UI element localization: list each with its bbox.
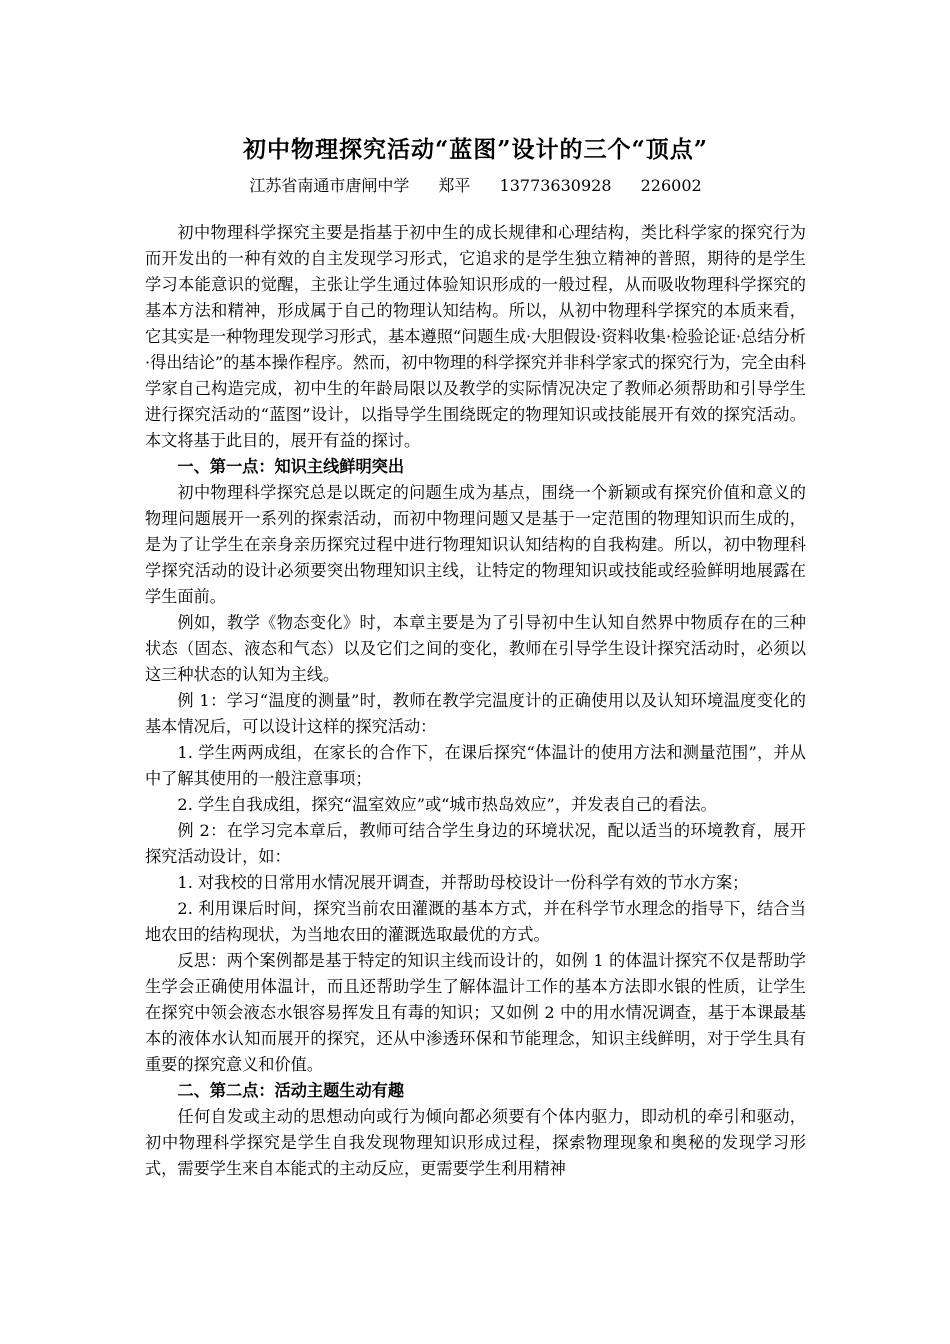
author-name: 郑平 [438,176,471,195]
author-postcode: 226002 [640,176,702,195]
author-line [145,170,806,202]
document-page [145,130,806,1182]
reflection-paragraph: 反思：两个案例都是基于特定的知识主线而设计的，如例 1 的体温计探究不仅是帮助学生学会正确使用体温计，而且还帮助学生了解体温计工作的基本方法即水银的性质，让学生在探究中领会液态水银容易挥发且有毒的知识；又如例 2 中的用水情况调查，基于本课最基本的液体水认知而展开的探究，还从中渗透环保和节能理念，知识主线鲜明，对于学生具有重要的探究意义和价值。 [145,951,806,1074]
body-paragraph: 初中物理科学探究总是以既定的问题生成为基点，围绕一个新颖或有探究价值和意义的物理问题展开一系列的探索活动，而初中物理问题又是基于一定范围的物理知识而生成的，是为了让学生在亲身亲历探究过程中进行物理知识认知结构的自我构建。所以，初中物理科学探究活动的设计必须要突出物理知识主线，让特定的物理知识或技能或经验鲜明地展露在学生面前。 [145,483,806,606]
author-phone: 13773630928 [499,176,612,195]
document-body [145,220,806,1182]
intro-paragraph: 初中物理科学探究主要是指基于初中生的成长规律和心理结构，类比科学家的探究行为而开发出的一种有效的自主发现学习形式，它追求的是学生独立精神的普照，期待的是学生学习本能意识的觉醒，主张让学生通过体验知识形成的一般过程，从而吸收物理科学探究的基本方法和精神，形成属于自己的物理认知结构。所以，从初中物理科学探究的本质来看，它其实是一种物理发现学习形式，基本遵照“问题生成·大胆假设·资料收集·检验论证·总结分析·得出结论”的基本操作程序。然而，初中物理的科学探究并非科学家式的探究行为，完全由科学家自己构造完成，初中生的年龄局限以及教学的实际情况决定了教师必须帮助和引导学生进行探究活动的“蓝图”设计，以指导学生围绕既定的物理知识或技能展开有效的探究活动。本文将基于此目的，展开有益的探讨。 [145,223,806,450]
list-item: 2. 利用课后时间，探究当前农田灌溉的基本方式，并在科学节水理念的指导下，结合当地农田的结构现状，为当地农田的灌溉选取最优的方式。 [145,899,806,944]
list-item: 1. 学生两两成组，在家长的合作下，在课后探究“体温计的使用方法和测量范围”，并从中了解其使用的一般注意事项； [145,743,806,788]
section-heading-1: 一、第一点：知识主线鲜明突出 [177,457,405,476]
document-title: 初中物理探究活动“蓝图”设计的三个“顶点” [243,136,708,163]
list-item: 1. 对我校的日常用水情况展开调查，并帮助母校设计一份科学有效的节水方案； [177,873,749,892]
list-item: 2. 学生自我成组，探究“温室效应”或“城市热岛效应”，并发表自己的看法。 [177,795,717,814]
section-heading-2: 二、第二点：活动主题生动有趣 [177,1081,405,1100]
example-paragraph: 例 2：在学习完本章后，教师可结合学生身边的环境状况，配以适当的环境教育，展开探究活动设计，如： [145,821,806,866]
example-paragraph: 例 1：学习“温度的测量”时，教师在教学完温度计的正确使用以及认知环境温度变化的基本情况后，可以设计这样的探究活动： [145,691,806,736]
author-school: 江苏省南通市唐闸中学 [249,176,410,195]
body-paragraph: 任何自发或主动的思想动向或行为倾向都必须要有个体内驱力，即动机的牵引和驱动，初中物理科学探究是学生自我发现物理知识形成过程，探索物理现象和奥秘的发现学习形式，需要学生来自本能式的主动反应，更需要学生利用精神 [145,1107,806,1178]
body-paragraph: 例如，教学《物态变化》时，本章主要是为了引导初中生认知自然界中物质存在的三种状态（固态、液态和气态）以及它们之间的变化，教师在引导学生设计探究活动时，必须以这三种状态的认知为主线。 [145,613,806,684]
